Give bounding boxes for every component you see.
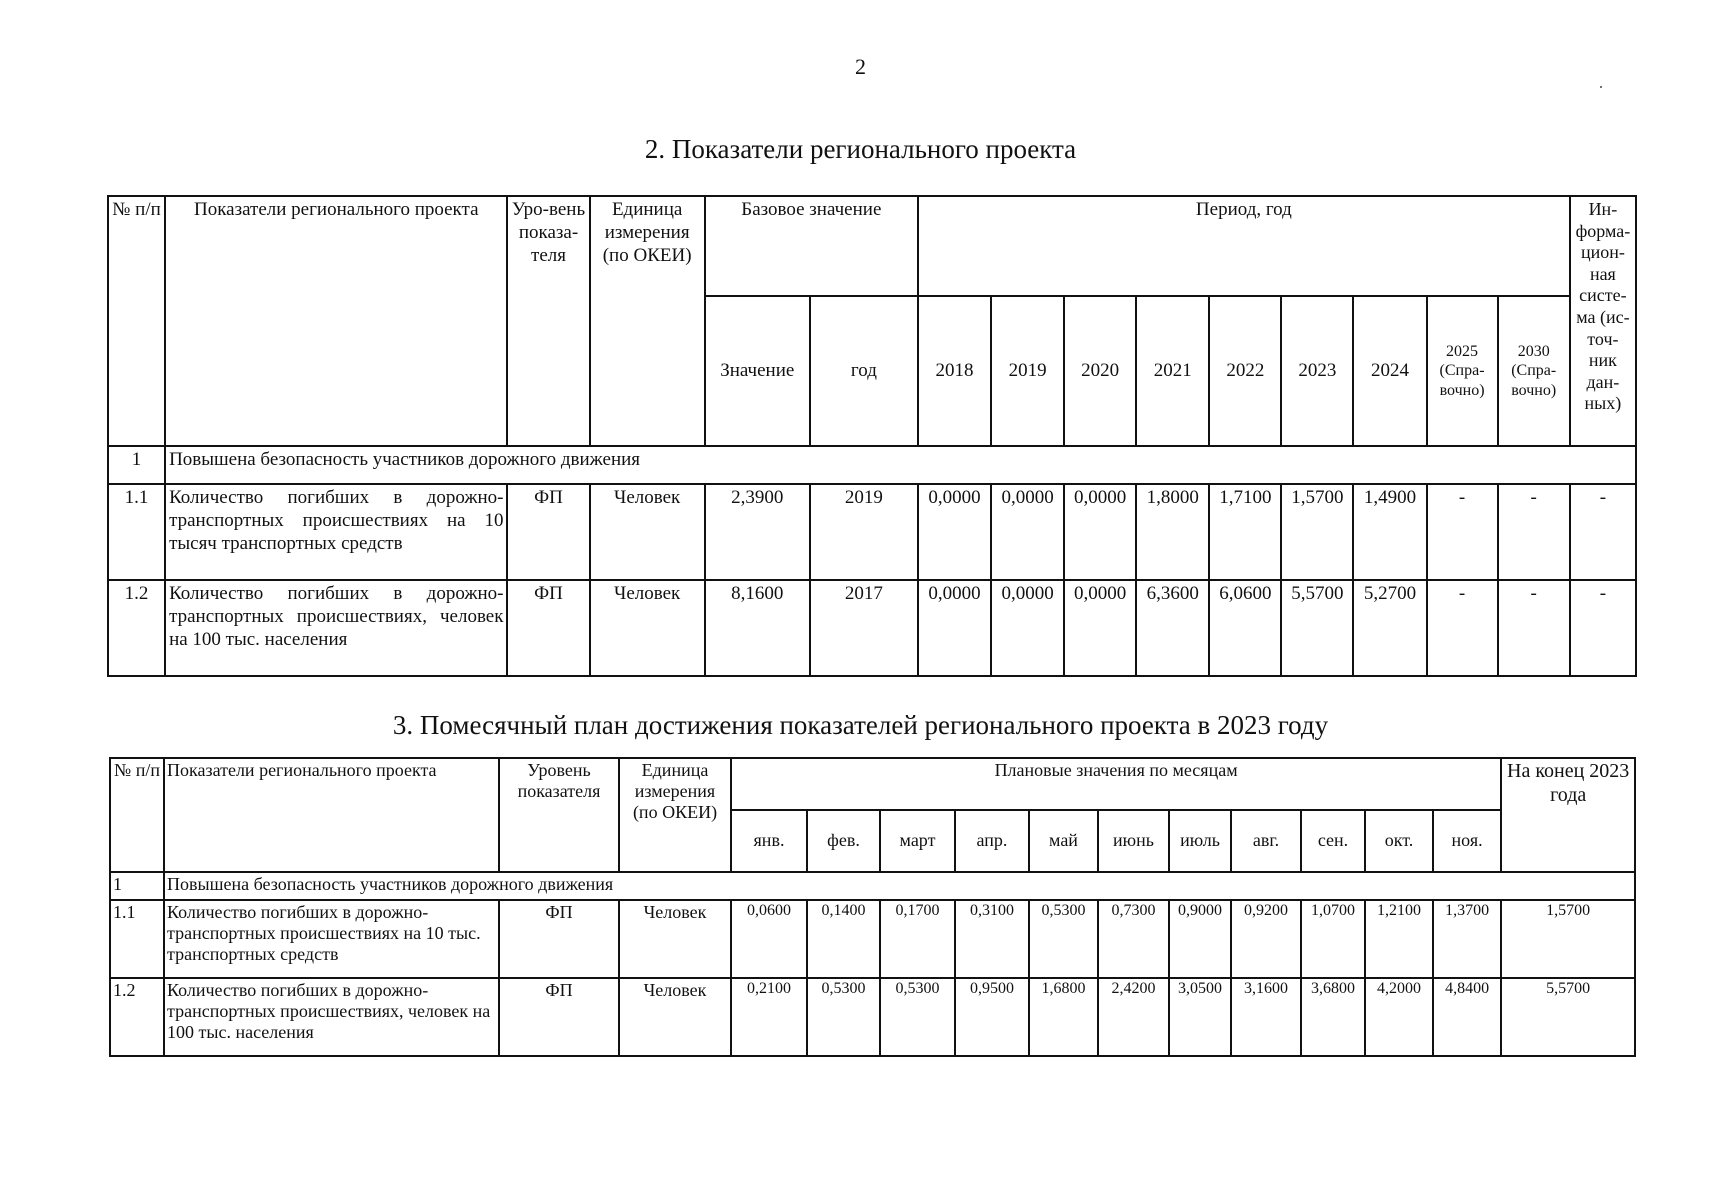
header-year: 2020 [1064, 296, 1136, 446]
table-row [110, 978, 1635, 1056]
regional-indicators-table [107, 195, 1637, 677]
row-value: 0,0000 [1064, 484, 1136, 580]
row-value: 0,0000 [991, 484, 1064, 580]
group-num: 1 [108, 446, 165, 484]
row-unit: Человек [619, 978, 731, 1056]
row-month-value: 0,3100 [955, 900, 1029, 978]
row-value: 6,3600 [1136, 580, 1209, 676]
row-level: ФП [499, 900, 619, 978]
row-num: 1.1 [110, 900, 164, 978]
row-level: ФП [507, 580, 589, 676]
header-indicator: Показатели регионального проекта [164, 758, 499, 872]
row-base-year: 2019 [810, 484, 918, 580]
header-month: апр. [955, 810, 1029, 872]
header-level: Уровень показателя [499, 758, 619, 872]
row-month-value: 0,0600 [731, 900, 807, 978]
header-month: окт. [1365, 810, 1433, 872]
header-year: 2019 [991, 296, 1064, 446]
group-row [108, 446, 1636, 484]
header-month: июль [1169, 810, 1231, 872]
row-indicator: Количество погибших в дорожно-транспортных происшествиях, человек на 100 тыс. населения [165, 580, 507, 676]
row-month-value: 2,4200 [1098, 978, 1169, 1056]
row-value: - [1427, 484, 1498, 580]
row-month-value: 3,6800 [1301, 978, 1365, 1056]
section-3-title: 3. Помесячный план достижения показателей регионального проекта в 2023 году [392, 710, 1329, 740]
row-indicator: Количество погибших в дорожно-транспортных происшествиях на 10 тыс. транспортных средств [164, 900, 499, 978]
row-month-value: 0,5300 [880, 978, 955, 1056]
row-month-value: 0,1400 [807, 900, 880, 978]
header-month: янв. [731, 810, 807, 872]
header-year: 2022 [1209, 296, 1281, 446]
row-month-value: 0,2100 [731, 978, 807, 1056]
row-indicator: Количество погибших в дорожно-транспортных происшествиях на 10 тысяч транспортных средств [165, 484, 507, 580]
row-month-value: 0,9200 [1231, 900, 1301, 978]
row-indicator: Количество погибших в дорожно-транспортных происшествиях, человек на 100 тыс. населения [164, 978, 499, 1056]
header-month: авг. [1231, 810, 1301, 872]
group-label: Повышена безопасность участников дорожного движения [164, 872, 1635, 900]
row-base-value: 2,3900 [705, 484, 810, 580]
header-unit: Единица измерения (по ОКЕИ) [590, 196, 705, 446]
row-value: 1,4900 [1353, 484, 1426, 580]
header-year: 2018 [918, 296, 991, 446]
row-value: 0,0000 [918, 580, 991, 676]
row-value: - [1427, 580, 1498, 676]
monthly-plan-table [109, 757, 1636, 1057]
header-year: 2024 [1353, 296, 1426, 446]
header-level: Уро-вень показа-теля [507, 196, 589, 446]
row-num: 1.1 [108, 484, 165, 580]
table-row [108, 484, 1636, 580]
row-year-end-value: 5,5700 [1501, 978, 1635, 1056]
row-value: 0,0000 [918, 484, 991, 580]
row-value: 0,0000 [1064, 580, 1136, 676]
row-month-value: 3,1600 [1231, 978, 1301, 1056]
row-month-value: 4,8400 [1433, 978, 1501, 1056]
row-value: - [1498, 484, 1570, 580]
row-month-value: 1,2100 [1365, 900, 1433, 978]
header-monthly: Плановые значения по месяцам [731, 758, 1501, 810]
row-unit: Человек [590, 484, 705, 580]
header-year: 2021 [1136, 296, 1209, 446]
table-row [108, 580, 1636, 676]
row-value: 1,5700 [1281, 484, 1353, 580]
row-level: ФП [507, 484, 589, 580]
row-num: 1.2 [110, 978, 164, 1056]
header-info-system: Ин-форма-цион-ная систе-ма (ис-точ-ник дан-ных) [1570, 196, 1636, 446]
row-month-value: 1,3700 [1433, 900, 1501, 978]
header-month: сен. [1301, 810, 1365, 872]
header-month: июнь [1098, 810, 1169, 872]
row-month-value: 0,5300 [807, 978, 880, 1056]
section-2-title: 2. Показатели регионального проекта [644, 134, 1077, 164]
row-unit: Человек [590, 580, 705, 676]
row-base-value: 8,1600 [705, 580, 810, 676]
row-month-value: 3,0500 [1169, 978, 1231, 1056]
row-info: - [1570, 484, 1636, 580]
row-month-value: 0,9000 [1169, 900, 1231, 978]
group-label: Повышена безопасность участников дорожного движения [165, 446, 1636, 484]
row-value: 1,7100 [1209, 484, 1281, 580]
header-year-end: На конец 2023 года [1501, 758, 1635, 872]
group-num: 1 [110, 872, 164, 900]
row-month-value: 0,7300 [1098, 900, 1169, 978]
row-info: - [1570, 580, 1636, 676]
row-value: 5,2700 [1353, 580, 1426, 676]
header-period: Период, год [918, 196, 1570, 296]
table-row [110, 900, 1635, 978]
scan-speck [1600, 86, 1602, 88]
row-month-value: 0,9500 [955, 978, 1029, 1056]
page-number: 2 [855, 54, 866, 79]
row-month-value: 4,2000 [1365, 978, 1433, 1056]
row-level: ФП [499, 978, 619, 1056]
row-month-value: 0,1700 [880, 900, 955, 978]
header-year: 2023 [1281, 296, 1353, 446]
row-value: 6,0600 [1209, 580, 1281, 676]
row-month-value: 1,0700 [1301, 900, 1365, 978]
header-num: № п/п [108, 196, 165, 446]
row-month-value: 0,5300 [1029, 900, 1098, 978]
row-month-value: 1,6800 [1029, 978, 1098, 1056]
row-value: 5,5700 [1281, 580, 1353, 676]
header-year-reference: 2025 (Спра-вочно) [1427, 296, 1498, 446]
group-row [110, 872, 1635, 900]
row-base-year: 2017 [810, 580, 918, 676]
header-base-year: год [810, 296, 918, 446]
row-value: - [1498, 580, 1570, 676]
row-value: 1,8000 [1136, 484, 1209, 580]
row-value: 0,0000 [991, 580, 1064, 676]
header-unit: Единица измерения (по ОКЕИ) [619, 758, 731, 872]
header-base-value: Значение [705, 296, 810, 446]
header-month: ноя. [1433, 810, 1501, 872]
header-month: март [880, 810, 955, 872]
header-base: Базовое значение [705, 196, 918, 296]
header-month: май [1029, 810, 1098, 872]
header-num: № п/п [110, 758, 164, 872]
row-year-end-value: 1,5700 [1501, 900, 1635, 978]
header-month: фев. [807, 810, 880, 872]
row-unit: Человек [619, 900, 731, 978]
header-indicator: Показатели регионального проекта [165, 196, 507, 446]
row-num: 1.2 [108, 580, 165, 676]
header-year-reference: 2030 (Спра-вочно) [1498, 296, 1570, 446]
